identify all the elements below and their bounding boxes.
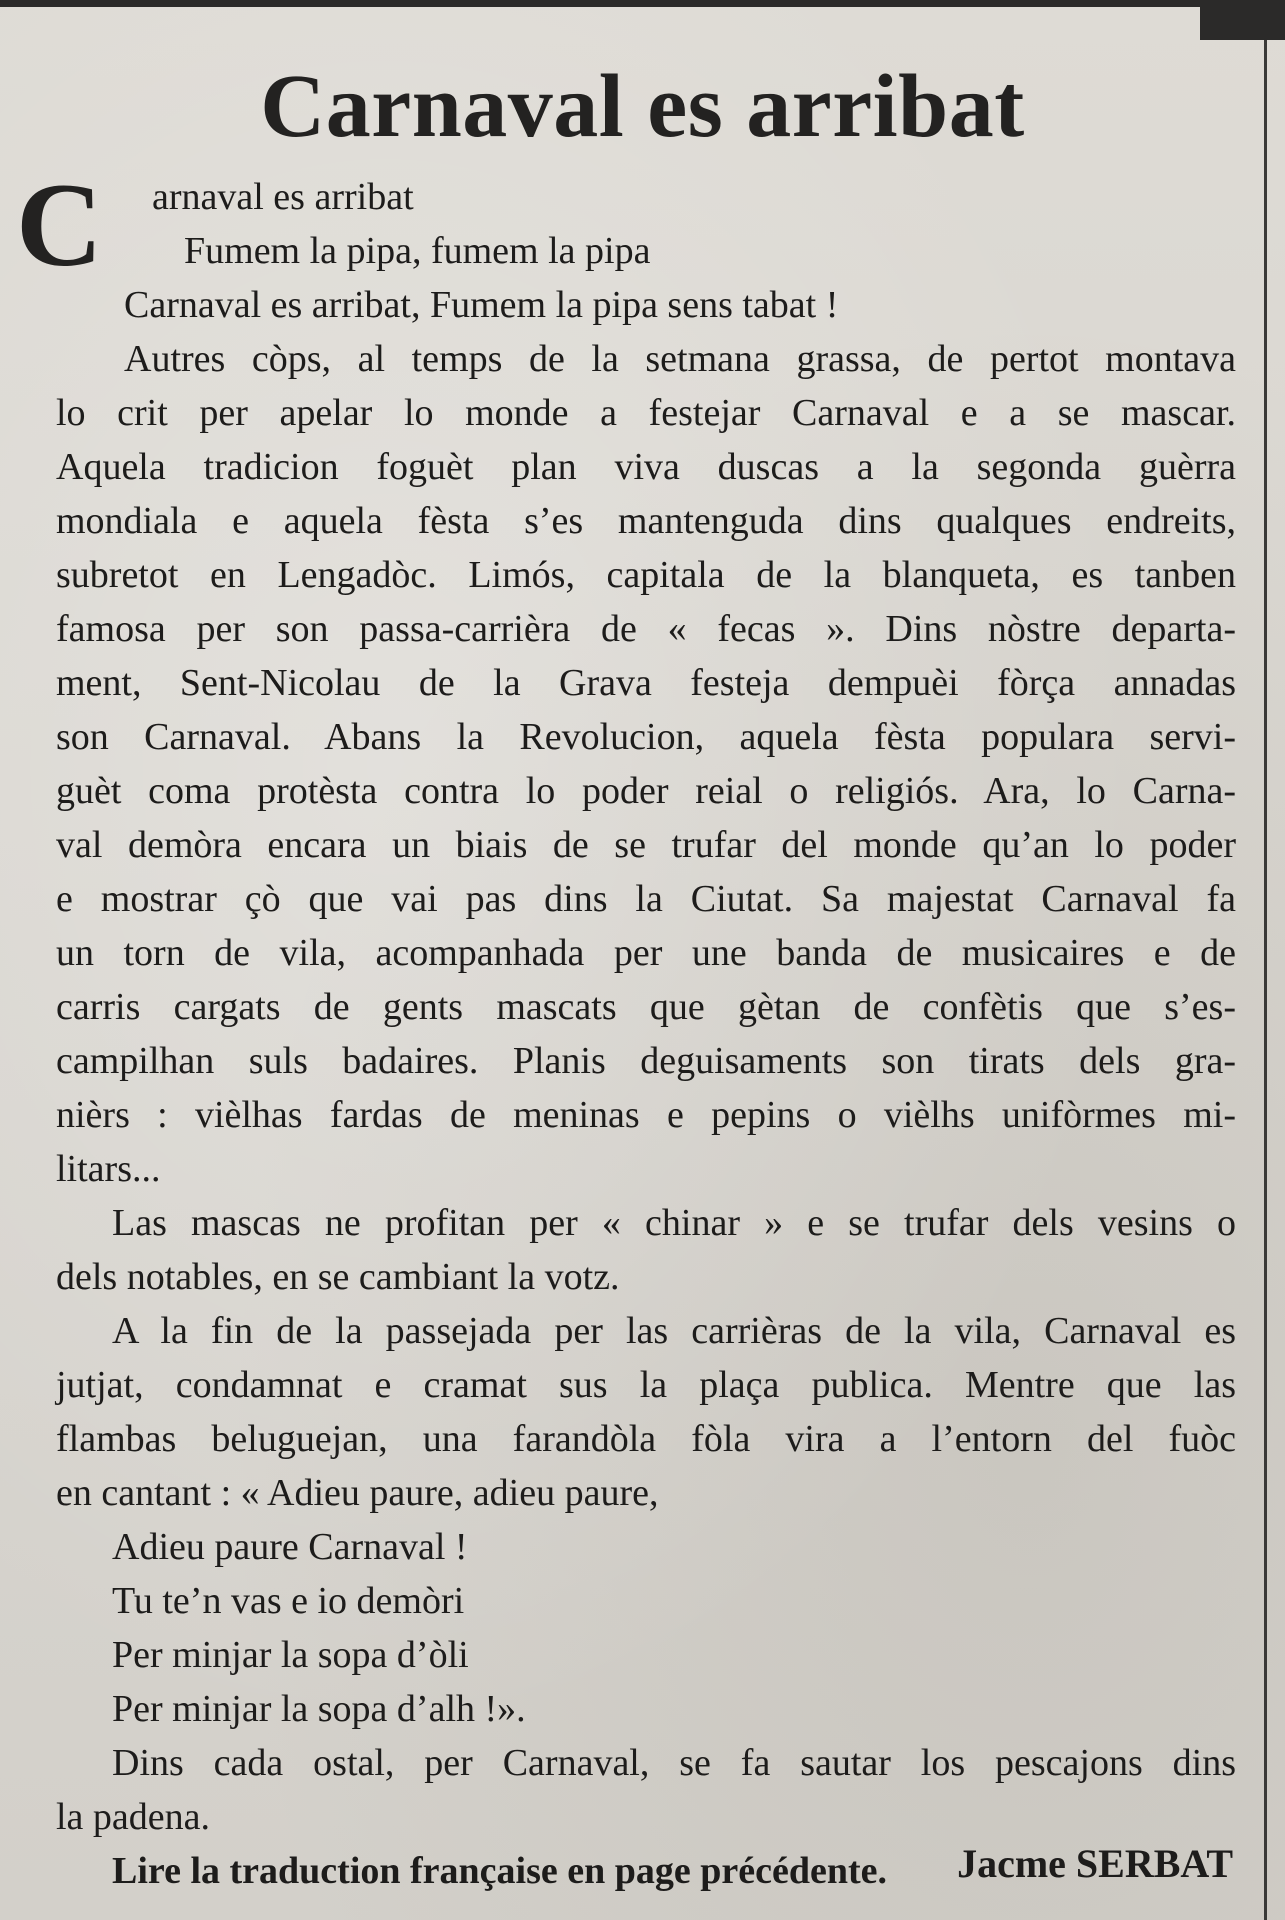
text-line: e mostrar çò que vai pas dins la Ciutat. Sa majestat Carnaval fa: [56, 878, 1236, 920]
text-line: campilhan suls badaires. Planis deguisaments son tirats dels gra-: [56, 1040, 1236, 1082]
poem-line: Carnaval es arribat, Fumem la pipa sens tabat !: [124, 284, 839, 326]
text-line: litars...: [56, 1148, 161, 1190]
text-line: jutjat, condamnat e cramat sus la plaça publica. Mentre que las: [56, 1364, 1236, 1406]
article-headline: Carnaval es arribat: [260, 57, 1025, 156]
text-line: ment, Sent-Nicolau de la Grava festeja dempuèi fòrça annadas: [56, 662, 1236, 704]
song-line: Adieu paure Carnaval !: [112, 1526, 468, 1568]
text-line: Las mascas ne profitan per « chinar » e se trufar dels vesins o: [112, 1202, 1236, 1244]
author-byline: Jacme SERBAT: [957, 1841, 1233, 1886]
right-column-rule: [1264, 40, 1267, 1920]
text-line: famosa per son passa-carrièra de « fecas ». Dins nòstre departa-: [56, 608, 1236, 650]
text-line: son Carnaval. Abans la Revolucion, aquela fèsta populara servi-: [56, 716, 1236, 758]
song-line: Tu te’n vas e io demòri: [112, 1580, 465, 1622]
text-line: Aquela tradicion foguèt plan viva duscas a la segonda guèrra: [56, 446, 1236, 488]
drop-cap: C: [16, 158, 103, 291]
top-border-rule: [0, 0, 1285, 7]
text-line: guèt coma protèsta contra lo poder reial o religiós. Ara, lo Carna-: [56, 770, 1236, 812]
text-line: A la fin de la passejada per las carrièras de la vila, Carnaval es: [112, 1310, 1236, 1352]
top-right-dark-corner: [1200, 0, 1285, 40]
text-line: Autres còps, al temps de la setmana grassa, de pertot montava: [124, 338, 1236, 380]
text-line: Dins cada ostal, per Carnaval, se fa sautar los pescajons dins: [112, 1742, 1236, 1784]
text-line: flambas beluguejan, una farandòla fòla vira a l’entorn del fuòc: [56, 1418, 1236, 1460]
text-line: en cantant : « Adieu paure, adieu paure,: [56, 1472, 659, 1514]
text-line: un torn de vila, acompanhada per une banda de musicaires e de: [56, 932, 1236, 974]
text-line: dels notables, en se cambiant la votz.: [56, 1256, 620, 1298]
text-line: nièrs : vièlhas fardas de meninas e pepins o vièlhs unifòrmes mi-: [56, 1094, 1236, 1136]
text-line: carris cargats de gents mascats que gètan de confètis que s’es-: [56, 986, 1236, 1028]
translation-note: Lire la traduction française en page précédente.: [112, 1850, 887, 1892]
text-line: val demòra encara un biais de se trufar del monde qu’an lo poder: [56, 824, 1236, 866]
text-line: subretot en Lengadòc. Limós, capitala de la blanqueta, es tanben: [56, 554, 1236, 596]
text-line: mondiala e aquela fèsta s’es mantenguda dins qualques endreits,: [56, 500, 1236, 542]
article-body: [56, 170, 1236, 1898]
song-line: Per minjar la sopa d’alh !».: [112, 1688, 526, 1730]
poem-line: Fumem la pipa, fumem la pipa: [184, 230, 651, 272]
song-line: Per minjar la sopa d’òli: [112, 1634, 469, 1676]
poem-line: arnaval es arribat: [152, 176, 414, 218]
text-line: lo crit per apelar lo monde a festejar Carnaval e a se mascar.: [56, 392, 1236, 434]
text-line: la padena.: [56, 1796, 211, 1838]
